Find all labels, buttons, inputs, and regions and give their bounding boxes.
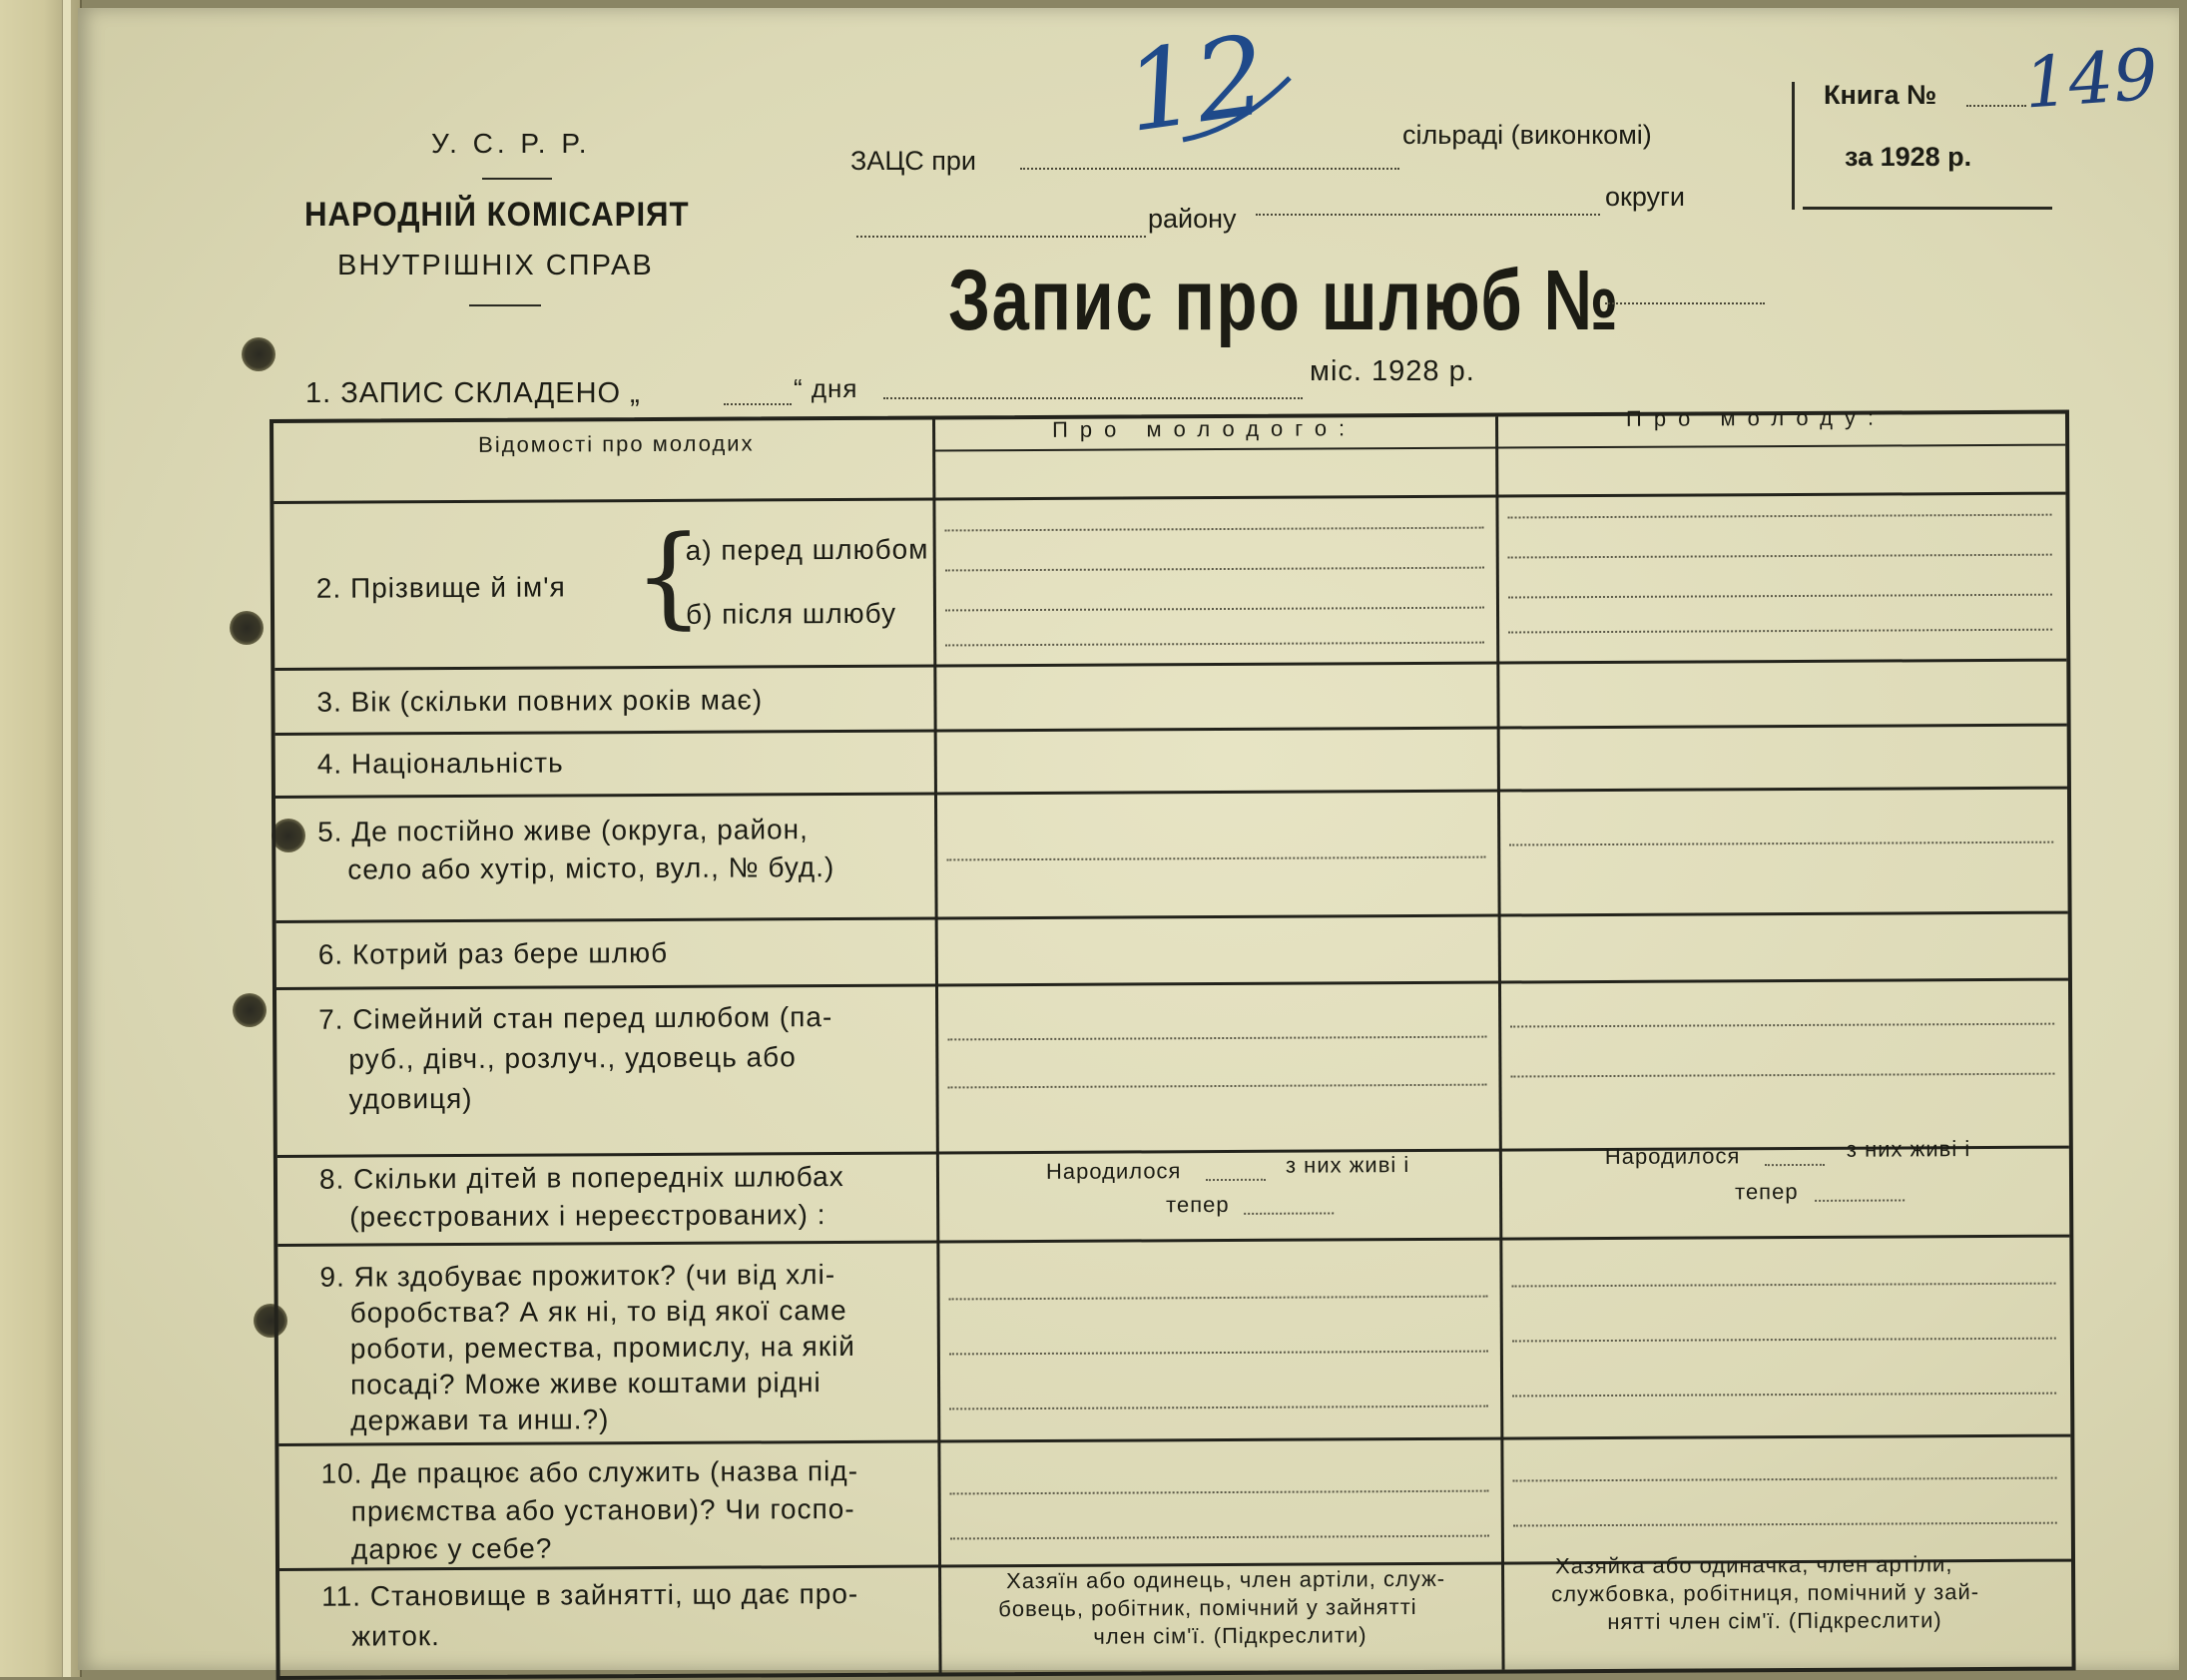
groom-children-fill	[1206, 1179, 1266, 1181]
row-11-label-line-1: 11. Становище в зайнятті, що дає про-	[321, 1577, 859, 1612]
row-3-label: 3. Вік (скільки повних років має)	[316, 684, 764, 718]
marriage-record-table	[270, 404, 2076, 1680]
groom-children-now-fill	[1244, 1212, 1334, 1214]
row-2-brace: {	[633, 511, 705, 641]
groom-children-born: Народилося	[1045, 1158, 1182, 1184]
row-11-label-line-2: житок.	[351, 1620, 440, 1652]
bride-status-line	[1510, 1073, 2054, 1078]
groom-livelihood-line	[949, 1351, 1488, 1356]
column-divider	[932, 420, 942, 1673]
bride-livelihood-line	[1512, 1283, 2056, 1288]
groom-name-line	[945, 642, 1484, 647]
header-underline	[934, 444, 2065, 452]
row-2-sub-b: б) після шлюбу	[685, 597, 897, 630]
raion-fill-line	[856, 236, 1146, 238]
row-divider	[273, 492, 2065, 504]
row-divider	[276, 911, 2068, 923]
row-6-label: 6. Котрий раз бере шлюб	[317, 936, 669, 970]
ussr-label: У. С. Р. Р.	[431, 128, 591, 159]
row-10-label-line-2: приємства або установи)? Чи госпо-	[350, 1492, 855, 1527]
groom-livelihood-line	[949, 1405, 1488, 1410]
okrug-fill-line	[1256, 214, 1600, 216]
bride-children-born: Народилося	[1604, 1143, 1741, 1170]
groom-children-now: тепер	[1166, 1191, 1230, 1218]
groom-livelihood-line	[949, 1296, 1488, 1301]
internal-affairs-heading: ВНУТРІШНІХ СПРАВ	[337, 250, 654, 281]
groom-name-line	[945, 527, 1484, 532]
bride-children-now-fill	[1815, 1199, 1905, 1201]
punch-hole	[230, 611, 264, 645]
record-month-fill-line	[883, 397, 1303, 399]
bride-occupation-status-line-3: нятті член сім'ї. (Підкреслити)	[1607, 1607, 1942, 1634]
column-header-info: Відомості про молодих	[478, 430, 755, 457]
row-divider	[277, 1146, 2069, 1158]
bride-workplace-line	[1513, 1522, 2057, 1527]
bride-workplace-line	[1513, 1477, 2057, 1482]
zats-pri-label: ЗАЦС при	[850, 146, 977, 176]
column-divider	[1495, 417, 1505, 1670]
binder-page-edge	[62, 0, 71, 1677]
handwritten-book-number: 149	[2021, 33, 2161, 125]
header-rule	[482, 178, 552, 180]
row-4-label: 4. Національність	[316, 747, 564, 780]
title-number-fill-line	[1605, 302, 1765, 304]
book-number-label: Книга №	[1824, 80, 1937, 110]
bride-occupation-status-line-2: службовка, робітниця, помічний у зай-	[1551, 1579, 1980, 1607]
bride-name-line	[1508, 594, 2052, 599]
record-day-fill-line	[724, 403, 792, 405]
groom-name-line	[945, 567, 1484, 572]
column-header-bride: Про молоду:	[1625, 404, 1887, 431]
silradi-label: сільраді (виконкомі)	[1402, 120, 1652, 150]
row-9-label-line-4: посаді? Може живе коштами рідні	[349, 1367, 821, 1400]
row-10-label-line-3: дарює у себе?	[350, 1532, 553, 1565]
row-7-label-line-1: 7. Сімейний стан перед шлюбом (па-	[318, 1001, 833, 1035]
groom-status-line	[947, 1036, 1486, 1041]
bride-status-line	[1510, 1023, 2054, 1028]
row-2-sub-a: а) перед шлюбом	[685, 533, 929, 566]
raionu-label: району	[1148, 204, 1237, 234]
groom-children-alive: з них живі і	[1285, 1152, 1410, 1178]
row-7-label-line-3: удовиця)	[348, 1082, 473, 1115]
commissariat-heading: НАРОДНІЙ КОМІСАРІЯТ	[304, 196, 690, 234]
row-7-label-line-2: руб., дівч., розлуч., удовець або	[348, 1041, 797, 1075]
bride-name-line	[1508, 514, 2052, 519]
row-2-label: 2. Прізвище й ім'я	[315, 571, 566, 604]
punch-hole	[233, 993, 267, 1027]
row-divider	[274, 659, 2066, 671]
record-day-label: “ дня	[794, 373, 858, 403]
groom-residence-line	[946, 856, 1485, 861]
binder-spine	[0, 0, 82, 1677]
bride-children-alive: з них живі і	[1846, 1136, 1971, 1162]
header-rule	[469, 304, 541, 306]
groom-occupation-status-line-1: Хазяїн або одинець, член артіли, служ-	[1006, 1565, 1446, 1594]
zats-fill-line	[1020, 168, 1399, 170]
page-title: Запис про шлюб №	[948, 253, 1620, 348]
row-8-label-line-1: 8. Скільки дітей в попередніх шлюбах	[318, 1160, 844, 1195]
okrugy-label: округи	[1605, 182, 1685, 212]
row-5-label-line-1: 5. Де постійно живе (округа, район,	[317, 814, 809, 847]
row-8-label-line-2: (реєстрованих і нереєстрованих) :	[349, 1199, 826, 1233]
groom-occupation-status-line-2: бовець, робітник, помічний у зайнятті	[998, 1593, 1417, 1622]
punch-hole	[242, 337, 275, 371]
row-divider	[275, 724, 2067, 736]
row-divider	[277, 1235, 2069, 1247]
groom-name-line	[945, 607, 1484, 612]
handwritten-record-number: 12	[1117, 10, 1275, 158]
book-box-rule	[1803, 207, 2052, 210]
bride-residence-line	[1509, 841, 2053, 846]
row-9-label-line-2: боробства? А як ні, то від якої саме	[349, 1294, 847, 1329]
column-header-groom: Про молодого:	[1051, 415, 1358, 442]
groom-status-line	[948, 1084, 1487, 1089]
row-9-label-line-5: держави та инш.?)	[350, 1403, 610, 1436]
row-divider	[275, 787, 2067, 799]
groom-occupation-status-line-3: член сім'ї. (Підкреслити)	[1093, 1622, 1367, 1649]
bride-children-fill	[1765, 1164, 1825, 1166]
row-10-label-line-1: 10. Де працює або служить (назва під-	[320, 1454, 859, 1489]
bride-livelihood-line	[1512, 1393, 2056, 1398]
book-number-fill-line	[1966, 105, 2026, 107]
row-9-label-line-3: роботи, ремества, промислу, на якій	[349, 1330, 855, 1365]
row-5-label-line-2: село або хутір, місто, вул., № буд.)	[347, 851, 835, 885]
groom-workplace-line	[950, 1535, 1489, 1540]
record-month-year-label: міс. 1928 р.	[1310, 355, 1475, 387]
book-year: за 1928 р.	[1845, 142, 1972, 172]
record-made-label: 1. ЗАПИС СКЛАДЕНО „	[305, 377, 641, 409]
bride-livelihood-line	[1512, 1338, 2056, 1343]
handwritten-stroke	[1178, 70, 1298, 150]
bride-name-line	[1508, 554, 2052, 559]
row-9-label-line-1: 9. Як здобуває прожиток? (чи від хлі-	[319, 1259, 836, 1293]
bride-occupation-status-line-1: Хазяйка або одиначка, член артіли,	[1554, 1551, 1953, 1579]
bride-children-now: тепер	[1735, 1178, 1799, 1205]
bride-name-line	[1508, 629, 2052, 634]
groom-workplace-line	[950, 1490, 1489, 1495]
row-divider	[276, 978, 2068, 990]
